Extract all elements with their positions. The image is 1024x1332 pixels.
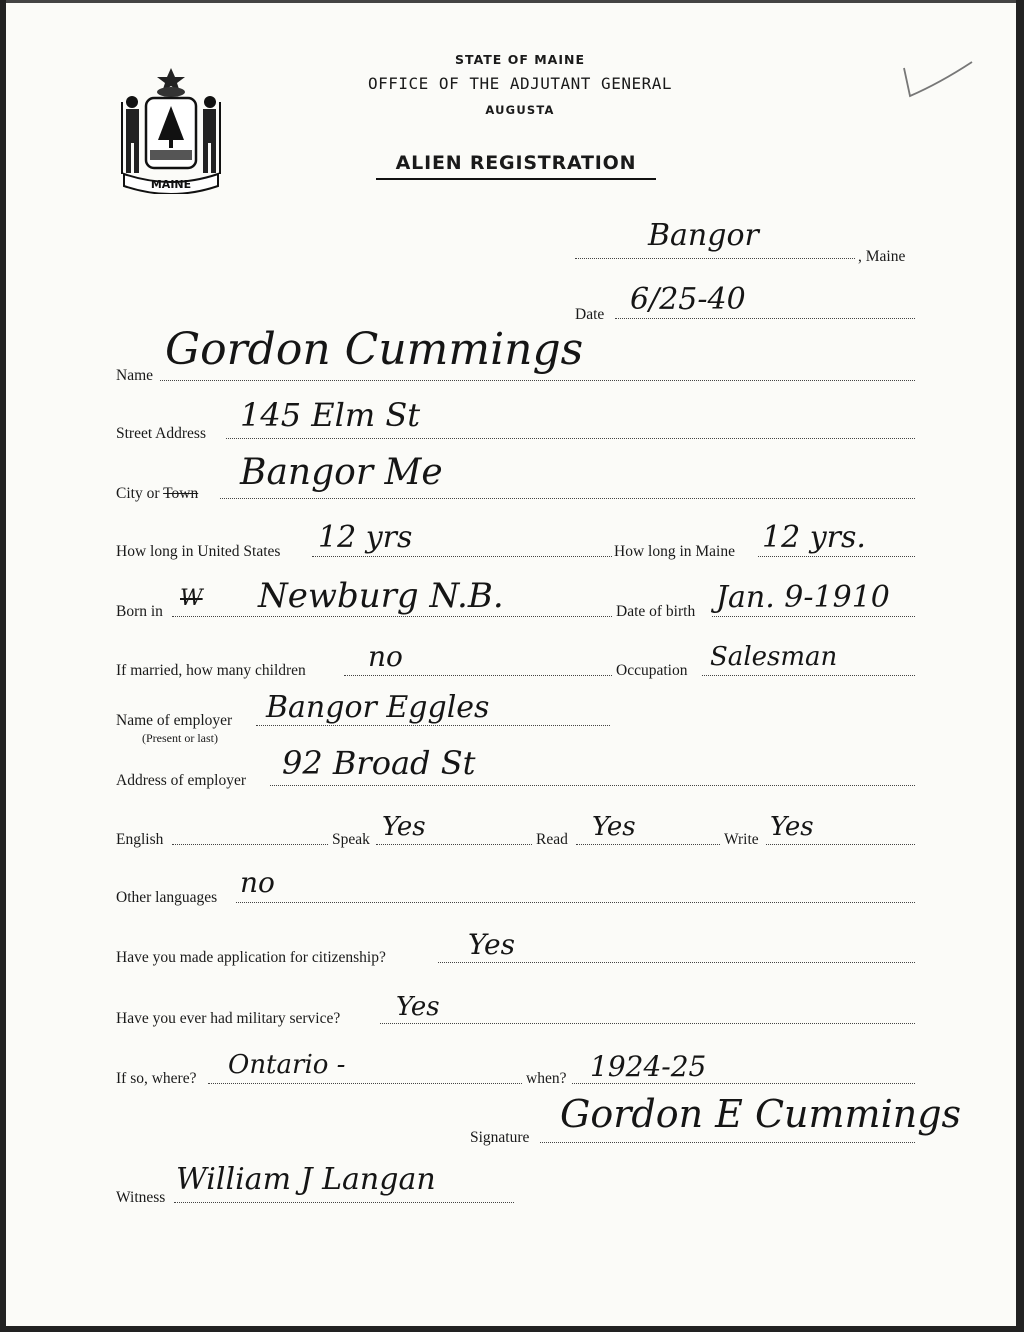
street-line	[226, 438, 915, 439]
maine-label: How long in Maine	[614, 543, 735, 560]
english-label: English	[116, 831, 164, 848]
maine-value: 12 yrs.	[762, 520, 866, 555]
dob-label: Date of birth	[616, 603, 696, 620]
other-languages-value: no	[240, 866, 275, 899]
street-label: Street Address	[116, 425, 206, 442]
other-languages-label: Other languages	[116, 889, 218, 906]
city-heading: AUGUSTA	[485, 103, 555, 117]
citizenship-value: Yes	[468, 928, 515, 961]
born-line	[172, 616, 612, 617]
read-value: Yes	[592, 812, 636, 842]
speak-label: Speak	[332, 831, 370, 848]
signature-label: Signature	[470, 1129, 530, 1146]
us-label: How long in United States	[116, 543, 281, 560]
dob-value: Jan. 9-1910	[716, 580, 890, 615]
name-value: Gordon Cummings	[165, 324, 584, 375]
speak-line	[376, 844, 532, 845]
date-label: Date	[575, 306, 605, 323]
form-title: ALIEN REGISTRATION	[376, 152, 656, 180]
where-label: If so, where?	[116, 1070, 197, 1087]
write-label: Write	[724, 831, 759, 848]
occupation-line	[702, 675, 915, 676]
name-line	[160, 380, 915, 381]
state-heading: STATE OF MAINE	[455, 52, 585, 67]
read-line	[576, 844, 720, 845]
children-line	[344, 675, 612, 676]
citizenship-line	[438, 962, 915, 963]
maine-line	[758, 556, 915, 557]
employer-address-label: Address of employer	[116, 772, 246, 789]
scan-border-bottom	[0, 1326, 1024, 1332]
date-line	[615, 318, 915, 319]
employer-address-line	[270, 785, 915, 786]
military-value: Yes	[396, 992, 440, 1022]
speak-value: Yes	[382, 812, 426, 842]
maine-state-seal	[116, 62, 226, 194]
scan-border-top	[0, 0, 1024, 3]
occupation-value: Salesman	[710, 642, 838, 672]
city-label	[116, 485, 198, 503]
scan-border-right	[1016, 0, 1024, 1332]
witness-line	[174, 1202, 514, 1203]
us-value: 12 yrs	[318, 520, 413, 555]
witness-label: Witness	[116, 1189, 166, 1206]
where-line	[208, 1083, 522, 1084]
place-line	[575, 258, 855, 259]
street-value: 145 Elm St	[240, 396, 421, 434]
read-label: Read	[536, 831, 568, 848]
employer-sublabel: (Present or last)	[142, 731, 218, 745]
name-label: Name	[116, 367, 154, 384]
employer-address-value: 92 Broad St	[282, 744, 476, 782]
date-value: 6/25-40	[630, 282, 746, 317]
other-languages-line	[236, 902, 915, 903]
children-label: If married, how many children	[116, 662, 306, 679]
english-line	[172, 844, 328, 845]
write-value: Yes	[770, 812, 814, 842]
dob-line	[712, 616, 915, 617]
occupation-label: Occupation	[616, 662, 688, 679]
when-line	[572, 1083, 915, 1084]
city-label-text: City or	[116, 485, 160, 502]
check-mark	[900, 58, 980, 108]
us-line	[312, 556, 612, 557]
military-label: Have you ever had military service?	[116, 1010, 341, 1027]
military-line	[380, 1023, 915, 1024]
seal-banner-text: MAINE	[150, 178, 192, 191]
children-value: no	[368, 640, 403, 673]
employer-label: Name of employer	[116, 712, 233, 729]
signature-value: Gordon E Cummings	[560, 1092, 962, 1136]
place-suffix: , Maine	[858, 248, 906, 265]
born-label: Born in	[116, 603, 163, 620]
place-value: Bangor	[648, 218, 759, 253]
witness-value: William J Langan	[176, 1162, 436, 1197]
where-value: Ontario -	[228, 1050, 346, 1080]
office-heading: OFFICE OF THE ADJUTANT GENERAL	[368, 74, 672, 93]
signature-line	[540, 1142, 915, 1143]
born-value: Newburg N.B.	[258, 576, 504, 616]
town-label-struck: Town	[163, 485, 199, 502]
born-struck-value: W	[180, 586, 203, 611]
employer-value: Bangor Eggles	[266, 690, 490, 725]
scan-border-left	[0, 0, 6, 1332]
when-value: 1924-25	[590, 1050, 707, 1083]
city-line	[220, 498, 915, 499]
employer-line	[256, 725, 610, 726]
write-line	[766, 844, 915, 845]
citizenship-label: Have you made application for citizenship?	[116, 949, 386, 966]
when-label: when?	[526, 1070, 567, 1087]
city-value: Bangor Me	[240, 452, 443, 493]
